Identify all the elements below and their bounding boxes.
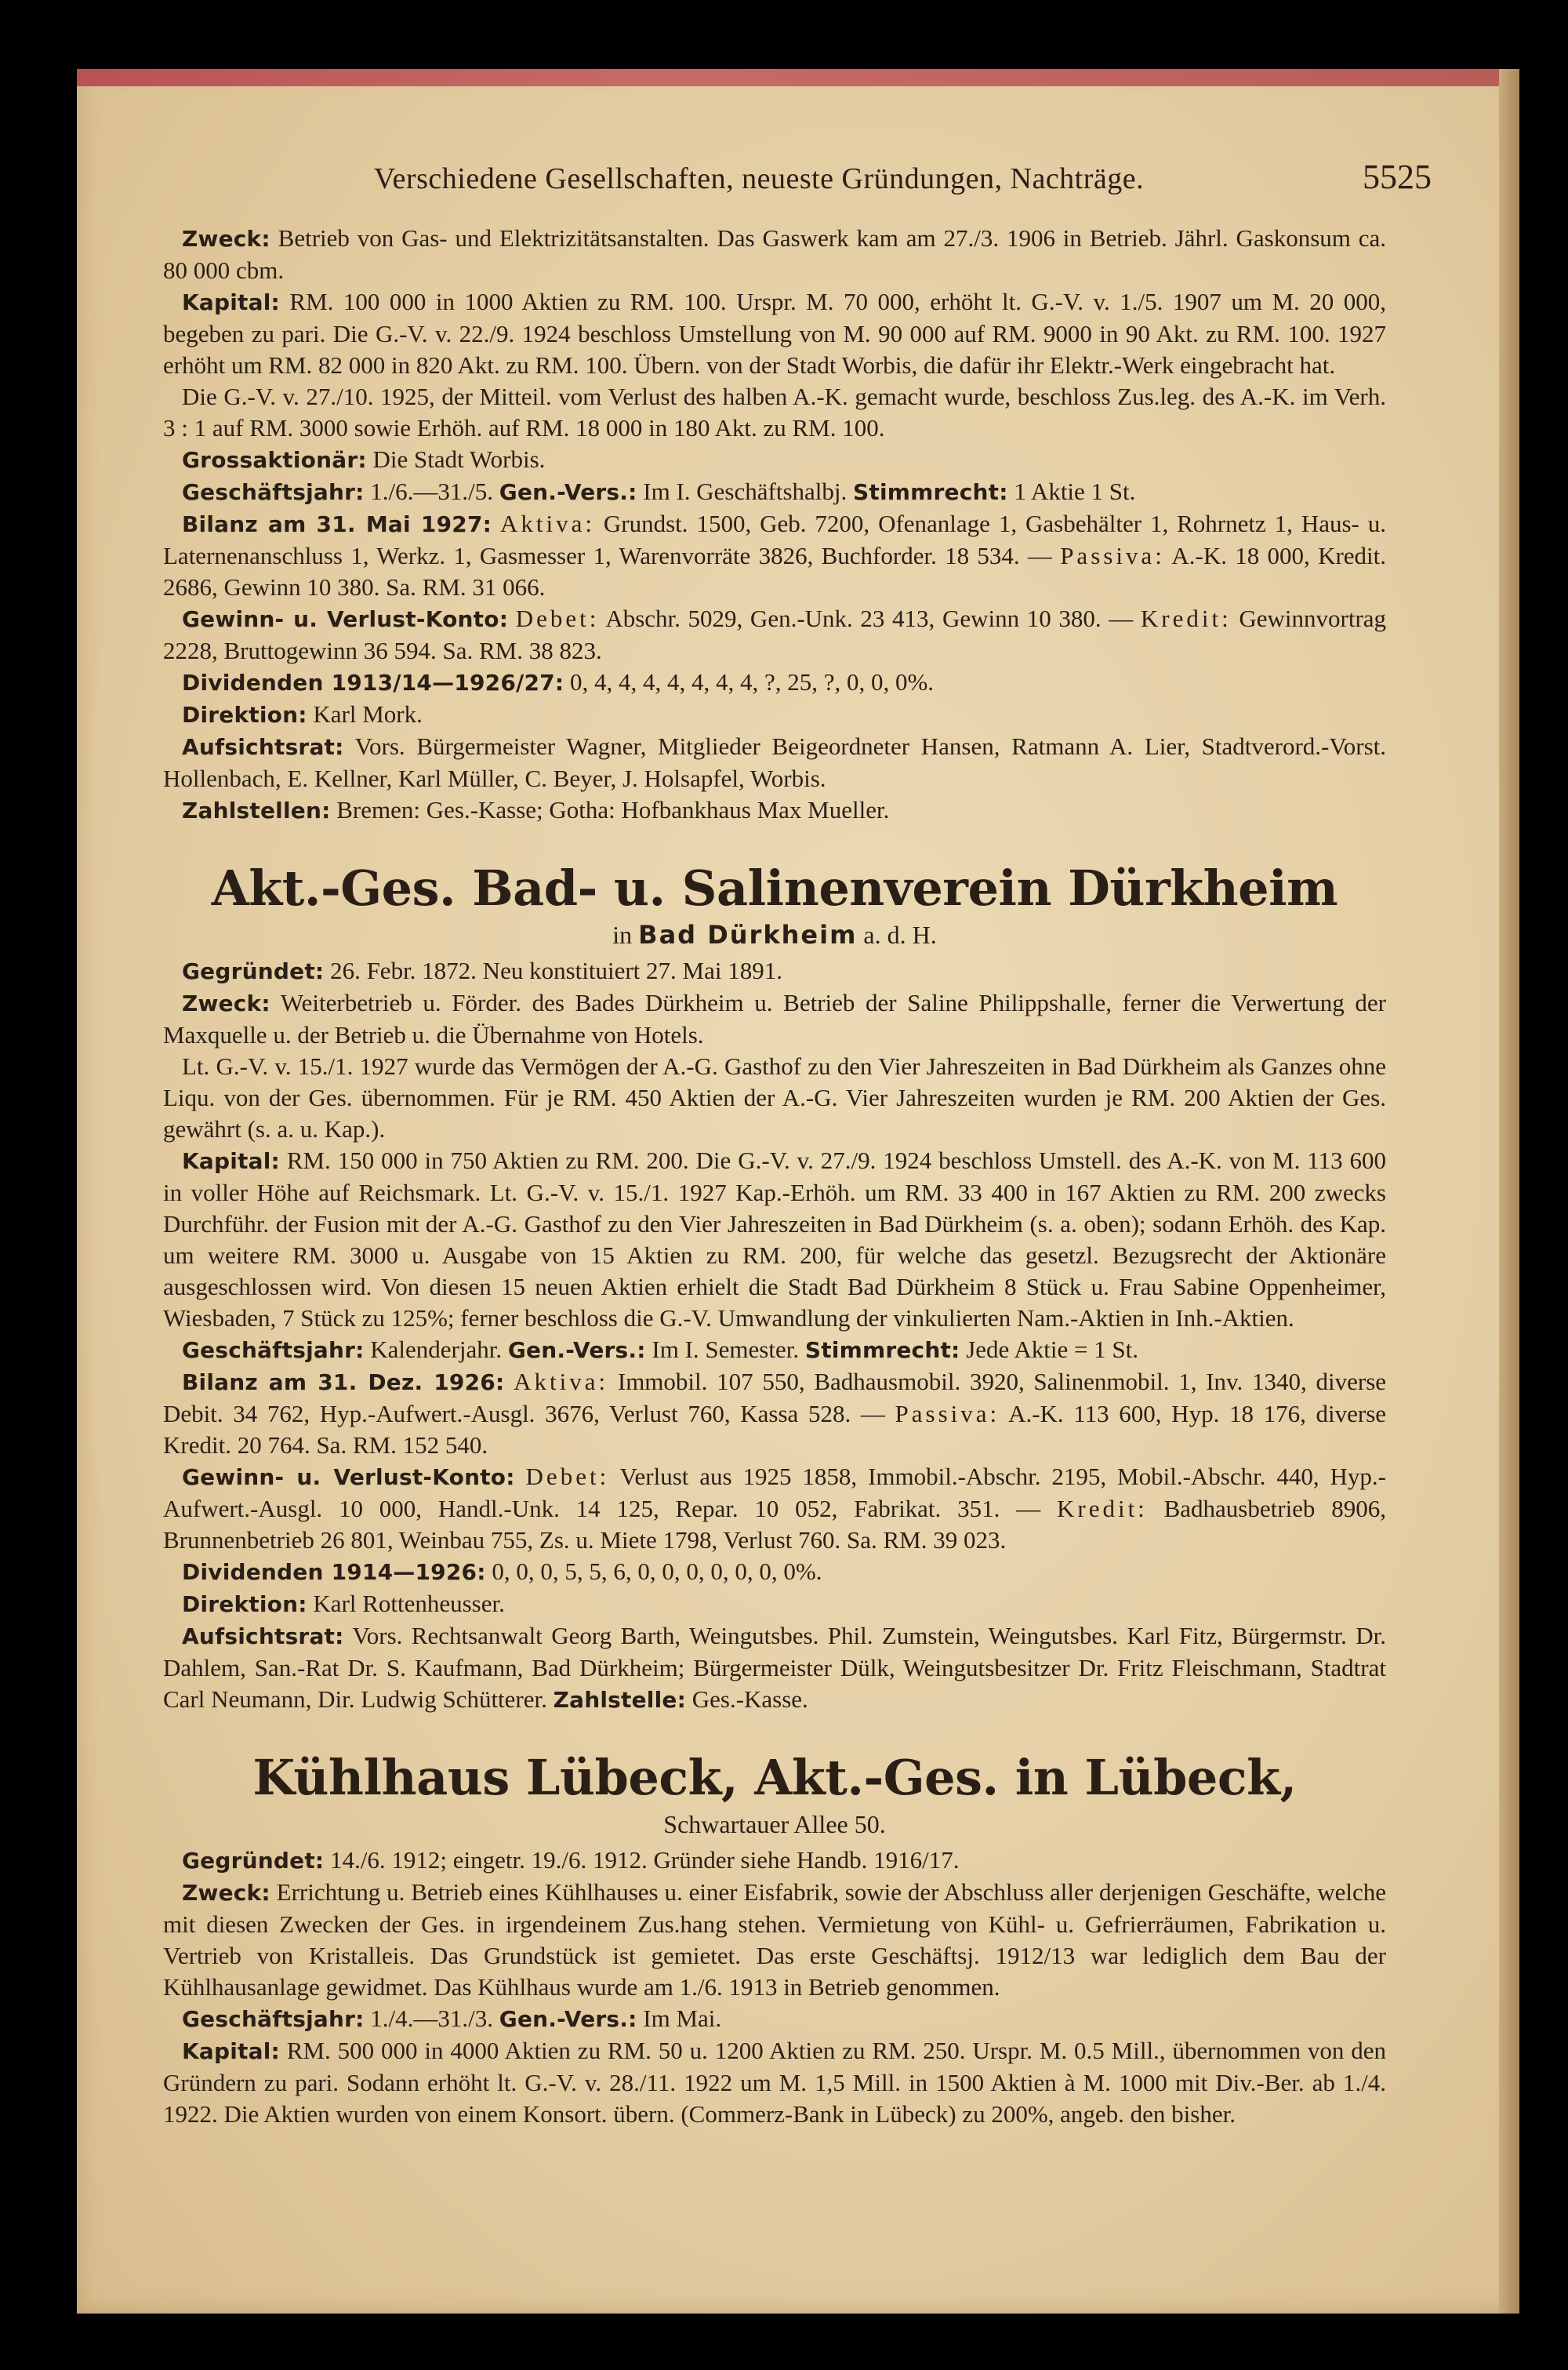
location-place: Bad Dürkheim [638,920,858,950]
direktion-paragraph [163,1588,1386,1620]
genvers-label: Gen.-Vers.: [499,479,637,505]
dividenden-paragraph [163,667,1386,699]
passiva-text: A.-K. 113 600, Hyp. 18 176, diverse Kredit. 20 764. Sa. RM. 152 540. [163,1400,1387,1459]
zweck-label: Zweck: [182,226,270,252]
kredit-text: Badhausbetrieb 8906, Brunnenbetrieb 26 801, Weinbau 755, Zs. u. Miete 1798, Verlust 760. Sa. RM. 39 023. [163,1495,1386,1554]
bilanz-paragraph [163,508,1386,603]
dividenden-label: Dividenden 1914—1926: [182,1559,486,1585]
kapital-paragraph [163,2035,1386,2130]
zweck-paragraph [163,223,1386,286]
zahlstellen-label: Zahlstellen: [182,798,331,823]
kapital-text: RM. 150 000 in 750 Aktien zu RM. 200. Die G.-V. v. 27./9. 1924 beschloss Umstell. des A.-K. von M. 113 600 in voller Höhe auf Reichsmark. Lt. G.-V. v. 15./1. 1927 Kap.-Erhöh. um RM. 33 400 in 167 Aktien zu RM. 200 zwecks Durchführ. der Fusion mit der A.-G. Gasthof zu den Vier Jahreszeiten in Bad Dürkheim (s. a. oben); sodann Erhöh. des Kap. um weitere RM. 3000 u. Ausgabe von 15 Aktien zu RM. 200, für welche das gesetzl. Bezugsrecht der Aktionäre ausgeschlossen wird. Von diesen 15 neuen Aktien erhielt die Stadt Bad Dürkheim 8 Stück u. Frau Sabine Oppenheimer, Wiesbaden, 7 Stück zu 125%; ferner beschloss die G.-V. Umwandlung der vinkulierten Nam.-Aktien in Inh.-Aktien. [163,1147,1386,1332]
kredit-text: Gewinnvortrag 2228, Bruttogewinn 36 594. Sa. RM. 38 823. [163,605,1387,664]
genvers-label: Gen.-Vers.: [499,2006,637,2032]
kapital-paragraph [163,1145,1386,1334]
geschaeftsjahr-label: Geschäftsjahr: [182,479,365,505]
direktion-text: Karl Mork. [313,700,423,728]
binding-edge [77,69,1519,86]
genvers-text: Im Mai. [643,2005,722,2032]
kapital-continuation: Die G.-V. v. 27./10. 1925, der Mitteil. vom Verlust des halben A.-K. gemacht wurde, beschloss Zus.leg. des A.-K. im Verh. 3 : 1 auf RM. 3000 sowie Erhöh. auf RM. 18 000 in 180 Akt. zu RM. 100. [163,383,1386,442]
location-prefix: in [612,921,633,949]
bilanz-label: Bilanz am 31. Dez. 1926: [182,1369,505,1395]
guv-label: Gewinn- u. Verlust-Konto: [182,606,509,632]
gegruendet-text: 14./6. 1912; eingetr. 19./6. 1912. Gründer siehe Handb. 1916/17. [330,1846,960,1874]
stimmrecht-label: Stimmrecht: [804,1337,960,1363]
stimmrecht-text: 1 Aktie 1 St. [1014,478,1136,505]
aktiva-text: Immobil. 107 550, Badhausmobil. 3920, Salinenmobil. 1, Inv. 1340, diverse Debit. 34 762, Hyp.-Aufwert.-Ausgl. 3676, Verlust 760, Kassa 528. — [163,1368,1387,1427]
direktion-text: Karl Rottenheusser. [313,1590,505,1617]
debet-label: Debet: [515,605,600,632]
direktion-paragraph [163,699,1386,731]
aufsichtsrat-paragraph [163,731,1386,794]
kredit-label: Kredit: [1056,1495,1148,1522]
dividenden-label: Dividenden 1913/14—1926/27: [182,670,564,696]
stimmrecht-text: Jede Aktie = 1 St. [966,1336,1139,1363]
geschaeftsjahr-text: 1./4.—31./3. [370,2005,494,2032]
passiva-text: A.-K. 18 000, Kredit. 2686, Gewinn 10 380. Sa. RM. 31 066. [163,542,1387,601]
location-suffix: a. d. H. [863,921,937,949]
aufsichtsrat-text: Vors. Rechtsanwalt Georg Barth, Weingutsbes. Phil. Zumstein, Weingutsbes. Karl Fitz, Bürgermstr. Dr. Dahlem, San.-Rat Dr. S. Kaufmann, Bad Dürkheim; Bürgermeister Dülk, Weingutsbesitzer Dr. Fritz Fleischmann, Stadtrat Carl Neumann, Dir. Ludwig Schütterer. [163,1622,1386,1713]
geschaeftsjahr-text: Kalenderjahr. [370,1336,503,1363]
company-title-kuehlhaus: Kühlhaus Lübeck, Akt.-Ges. in Lübeck, [252,1749,1297,1806]
company-title-duerkheim: Akt.-Ges. Bad- u. Salinenverein Dürkheim [211,860,1338,917]
guv-paragraph [163,603,1386,667]
aktiva-label: Aktiva: [499,510,595,537]
company-location [163,919,1386,951]
zahlstelle-text: Ges.-Kasse. [691,1685,808,1713]
genvers-text: Im I. Semester. [652,1336,800,1363]
kapital-label: Kapital: [182,1148,280,1174]
debet-label: Debet: [525,1463,610,1490]
zahlstellen-text: Bremen: Ges.-Kasse; Gotha: Hofbankhaus Max Mueller. [336,796,890,823]
guv-label: Gewinn- u. Verlust-Konto: [182,1464,515,1490]
aufsichtsrat-text: Vors. Bürgermeister Wagner, Mitglieder Beigeordneter Hansen, Ratmann A. Lier, Stadtverord.-Vorst. Hollenbach, E. Kellner, Karl Müller, C. Beyer, J. Holsapfel, Worbis. [163,732,1386,792]
entry-kuehlhaus [163,1747,1386,2130]
zweck-text: Weiterbetrieb u. Förder. des Bades Dürkheim u. Betrieb der Saline Philippshalle, ferner die Verwertung der Maxquelle u. der Betrieb u. die Übernahme von Hotels. [163,989,1386,1049]
zweck-continuation: Lt. G.-V. v. 15./1. 1927 wurde das Vermögen der A.-G. Gasthof zu den Vier Jahreszeiten in Bad Dürkheim als Ganzes ohne Liqu. von der Ges. übernommen. Für je RM. 450 Aktien der A.-G. Vier Jahreszeiten wurden je RM. 200 Aktien der Ges. gewährt (s. a. u. Kap.). [163,1052,1386,1143]
bilanz-label: Bilanz am 31. Mai 1927: [182,511,492,537]
aufsichtsrat-paragraph [163,1620,1386,1716]
gegruendet-label: Gegründet: [182,958,325,984]
aufsichtsrat-label: Aufsichtsrat: [182,734,344,760]
zweck-text: Betrieb von Gas- und Elektrizitätsanstalten. Das Gaswerk kam am 27./3. 1906 in Betrieb. Jährl. Gaskonsum ca. 80 000 cbm. [163,224,1386,284]
dividenden-paragraph [163,1556,1386,1588]
guv-paragraph [163,1461,1386,1556]
page-content [163,223,1386,2130]
zahlstelle-label: Zahlstelle: [553,1687,686,1713]
gegruendet-paragraph [163,1845,1386,1877]
zweck-label: Zweck: [182,991,270,1016]
entry-duerkheim [163,858,1386,1716]
genvers-text: Im I. Geschäftshalbj. [643,478,848,505]
genvers-label: Gen.-Vers.: [507,1337,646,1363]
stimmrecht-label: Stimmrecht: [853,479,1008,505]
gegruendet-label: Gegründet: [182,1848,325,1874]
kredit-label: Kredit: [1140,605,1232,632]
bilanz-paragraph [163,1366,1386,1461]
aufsichtsrat-label: Aufsichtsrat: [182,1623,344,1649]
kapital-label: Kapital: [182,2038,280,2064]
direktion-label: Direktion: [182,1591,307,1617]
debet-text: Abschr. 5029, Gen.-Unk. 23 413, Gewinn 10 380. — [605,605,1134,632]
running-title: Verschiedene Gesellschaften, neueste Gründungen, Nachträge. [373,162,1145,195]
kapital-text: RM. 100 000 in 1000 Aktien zu RM. 100. Urspr. M. 70 000, erhöht lt. G.-V. v. 1./5. 1907 um M. 20 000, begeben zu pari. Die G.-V. v. 22./9. 1924 beschloss Umstellung von M. 90 000 auf RM. 9000 in 90 Akt. zu RM. 100. 1927 erhöht um RM. 82 000 in 820 Akt. zu RM. 100. Übern. von der Stadt Worbis, die dafür ihr Elektr.-Werk eingebracht hat. [163,288,1387,379]
geschaeftsjahr-label: Geschäftsjahr: [182,2006,365,2032]
geschaeftsjahr-paragraph [163,476,1386,508]
zahlstellen-paragraph [163,794,1386,827]
gegruendet-text: 26. Febr. 1872. Neu konstituiert 27. Mai 1891. [330,957,782,984]
aktiva-text: Grundst. 1500, Geb. 7200, Ofenanlage 1, Gasbehälter 1, Rohrnetz 1, Haus- u. Laternenanschluss 1, Werkz. 1, Gasmesser 1, Warenvorräte 3826, Buchforder. 18 534. — [163,510,1387,569]
zweck-paragraph [163,1877,1386,2003]
company-address: Schwartauer Allee 50. [663,1810,886,1838]
direktion-label: Direktion: [182,702,307,728]
zweck-text: Errichtung u. Betrieb eines Kühlhauses u. einer Eisfabrik, sowie der Abschluss aller derjenigen Geschäfte, welche mit diesen Zwecken der Ges. in irgendeinem Zus.hang stehen. Vermietung von Kühl- u. Gefrierräumen, Fabrikation u. Vertrieb von Kristalleis. Das Grundstück ist gemietet. Das erste Geschäftsj. 1912/13 war lediglich dem Bau der Kühlhausanlage gewidmet. Das Kühlhaus wurde am 1./6. 1913 in Betrieb genommen. [163,1878,1387,2001]
dividenden-text: 0, 4, 4, 4, 4, 4, 4, 4, ?, 25, ?, 0, 0, 0%. [569,668,935,696]
dividenden-text: 0, 0, 0, 5, 5, 6, 0, 0, 0, 0, 0, 0, 0%. [492,1558,822,1585]
passiva-label: Passiva: [1060,542,1165,569]
page-number: 5525 [1363,158,1432,196]
aktiva-label: Aktiva: [514,1368,609,1395]
kapital-text: RM. 500 000 in 4000 Aktien zu RM. 50 u. 1200 Aktien zu RM. 250. Urspr. M. 0.5 Mill., übernommen von den Gründern zu pari. Sodann erhöht lt. G.-V. v. 28./11. 1922 um M. 1,5 Mill. in 1500 Aktien à M. 1000 mit Div.-Ber. ab 1./4. 1922. Die Aktien wurden von einem Konsort. übern. (Commerz-Bank in Lübeck) zu 200%, angeb. den bisher. [163,2037,1386,2128]
geschaeftsjahr-text: 1./6.—31./5. [370,478,494,505]
geschaeftsjahr-paragraph [163,2003,1386,2035]
kapital-paragraph [163,286,1386,381]
zweck-paragraph [163,987,1386,1051]
grossaktionaer-text: Die Stadt Worbis. [372,445,546,473]
passiva-label: Passiva: [895,1400,1000,1427]
geschaeftsjahr-label: Geschäftsjahr: [182,1337,365,1363]
grossaktionaer-label: Grossaktionär: [182,447,367,473]
book-page [77,69,1519,2314]
debet-text: Verlust aus 1925 1858, Immobil.-Abschr. 2195, Mobil.-Abschr. 440, Hyp.-Aufwert.-Ausgl. 10 000, Handl.-Unk. 14 125, Repar. 10 052, Fabrikat. 351. — [163,1463,1387,1522]
geschaeftsjahr-paragraph [163,1334,1386,1366]
zweck-label: Zweck: [182,1880,270,1906]
page-spine-shadow [1499,69,1519,2314]
kapital-label: Kapital: [182,289,280,315]
gegruendet-paragraph [163,955,1386,987]
grossaktionaer-paragraph [163,444,1386,476]
entry-worbis [163,223,1386,827]
